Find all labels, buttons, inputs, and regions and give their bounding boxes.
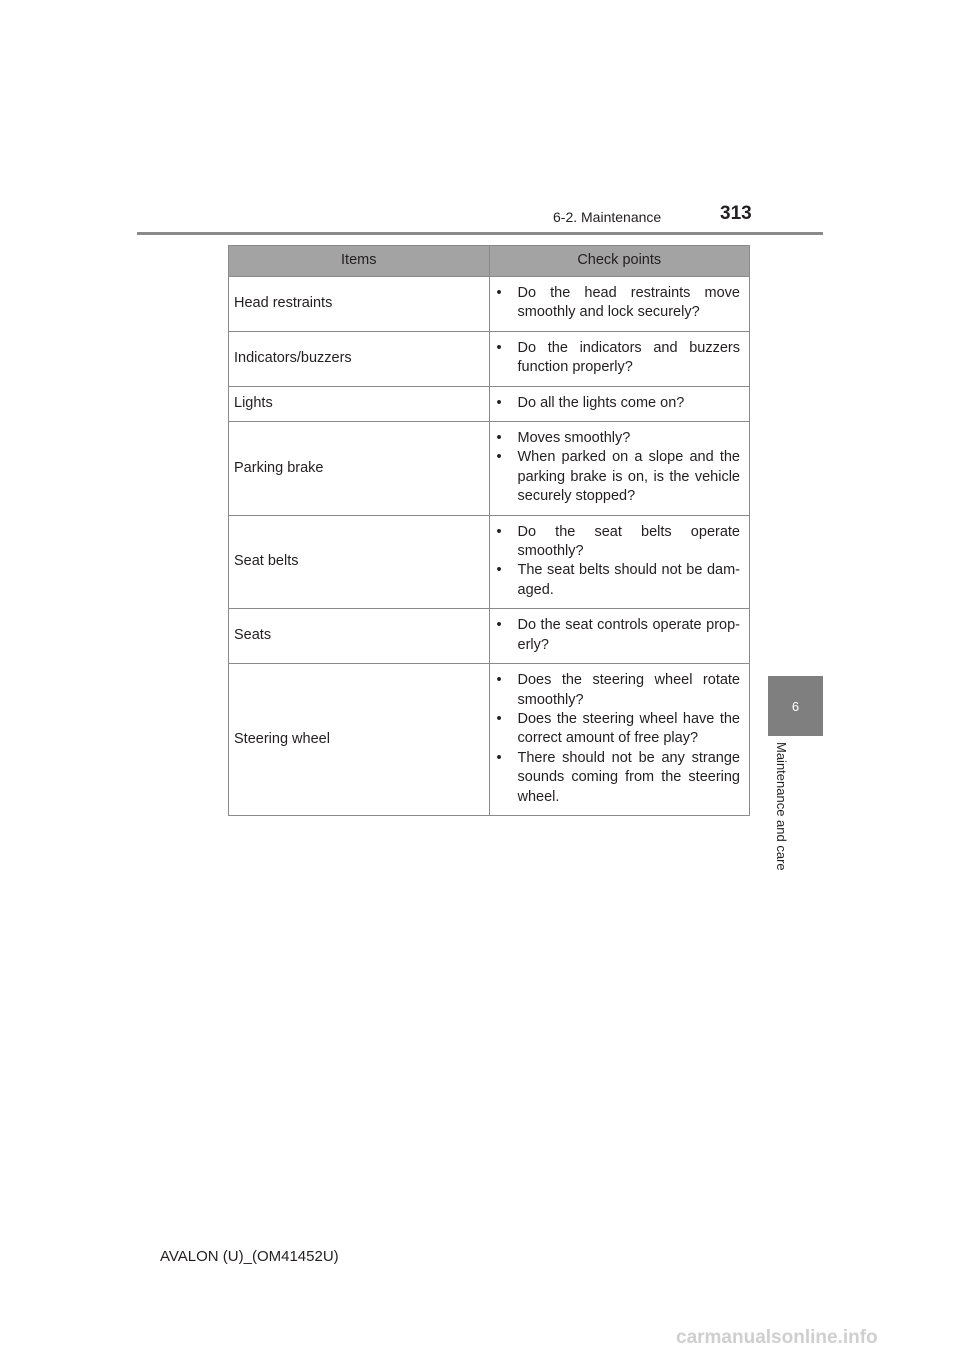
item-cell: Seats bbox=[229, 609, 490, 664]
check-point-text: Do the seat belts operate smoothly? bbox=[517, 523, 740, 560]
table-row bbox=[229, 664, 750, 816]
check-points-list bbox=[497, 394, 741, 413]
check-points-list bbox=[497, 671, 741, 807]
maintenance-check-table bbox=[228, 245, 750, 816]
bullet-icon: • bbox=[496, 523, 502, 540]
table-row bbox=[229, 515, 750, 609]
check-point-item bbox=[497, 616, 741, 655]
check-point-text: There should not be any strange sounds coming from the steering wheel. bbox=[517, 749, 740, 805]
check-points-cell bbox=[489, 609, 750, 664]
check-point-item bbox=[497, 749, 741, 807]
table-row bbox=[229, 277, 750, 332]
bullet-icon: • bbox=[496, 617, 502, 634]
check-points-cell bbox=[489, 515, 750, 609]
check-point-item bbox=[497, 671, 741, 710]
check-points-list bbox=[497, 429, 741, 507]
check-points-cell bbox=[489, 386, 750, 421]
table-header-row bbox=[229, 246, 750, 277]
check-point-item bbox=[497, 284, 741, 323]
check-point-text: When parked on a slope and the parking brake is on, is the vehicle securely stopped? bbox=[517, 449, 740, 505]
check-point-item bbox=[497, 561, 741, 600]
check-point-item bbox=[497, 523, 741, 562]
check-point-text: Moves smoothly? bbox=[517, 430, 631, 447]
bullet-icon: • bbox=[496, 394, 502, 411]
check-points-list bbox=[497, 339, 741, 378]
item-cell: Indicators/buzzers bbox=[229, 331, 490, 386]
check-point-item bbox=[497, 429, 741, 448]
bullet-icon: • bbox=[496, 430, 502, 447]
bullet-icon: • bbox=[496, 749, 502, 766]
check-point-text: Do the indicators and buzzers function properly? bbox=[517, 339, 740, 376]
table-row bbox=[229, 422, 750, 516]
check-points-list bbox=[497, 523, 741, 601]
check-point-text: Does the steering wheel have the correct amount of free play? bbox=[517, 710, 740, 747]
table-row bbox=[229, 331, 750, 386]
chapter-tab[interactable] bbox=[768, 676, 823, 736]
check-point-text: Do the seat controls operate prop-erly? bbox=[517, 617, 740, 653]
bullet-icon: • bbox=[496, 562, 502, 579]
bullet-icon: • bbox=[496, 672, 502, 689]
check-point-item bbox=[497, 710, 741, 749]
header-divider bbox=[137, 232, 823, 235]
item-cell: Lights bbox=[229, 386, 490, 421]
item-cell: Parking brake bbox=[229, 422, 490, 516]
check-point-text: Do the head restraints move smoothly and lock securely? bbox=[517, 285, 740, 321]
page-number: 313 bbox=[720, 203, 752, 224]
column-header-items: Items bbox=[229, 246, 490, 277]
check-points-cell bbox=[489, 277, 750, 332]
table-row bbox=[229, 609, 750, 664]
table-row bbox=[229, 386, 750, 421]
item-cell: Seat belts bbox=[229, 515, 490, 609]
check-points-cell bbox=[489, 422, 750, 516]
check-points-list bbox=[497, 284, 741, 323]
watermark: carmanualsonline.info bbox=[676, 1327, 878, 1348]
bullet-icon: • bbox=[496, 285, 502, 301]
section-title: 6-2. Maintenance bbox=[553, 209, 662, 225]
item-cell: Steering wheel bbox=[229, 664, 490, 816]
check-point-text: The seat belts should not be dam-aged. bbox=[517, 562, 740, 598]
column-header-check-points: Check points bbox=[489, 246, 750, 277]
table-body bbox=[229, 277, 750, 816]
bullet-icon: • bbox=[496, 339, 502, 356]
check-point-item bbox=[497, 339, 741, 378]
check-points-list bbox=[497, 616, 741, 655]
model-code: AVALON (U)_(OM41452U) bbox=[160, 1248, 339, 1265]
chapter-title: Maintenance and care bbox=[774, 742, 789, 871]
bullet-icon: • bbox=[496, 449, 502, 466]
check-point-item bbox=[497, 448, 741, 506]
bullet-icon: • bbox=[496, 710, 502, 727]
check-point-text: Do all the lights come on? bbox=[517, 394, 685, 411]
check-points-cell bbox=[489, 664, 750, 816]
check-point-item bbox=[497, 394, 741, 413]
item-cell: Head restraints bbox=[229, 277, 490, 332]
chapter-number: 6 bbox=[791, 698, 800, 714]
check-point-text: Does the steering wheel rotate smoothly? bbox=[517, 672, 740, 708]
check-points-cell bbox=[489, 331, 750, 386]
